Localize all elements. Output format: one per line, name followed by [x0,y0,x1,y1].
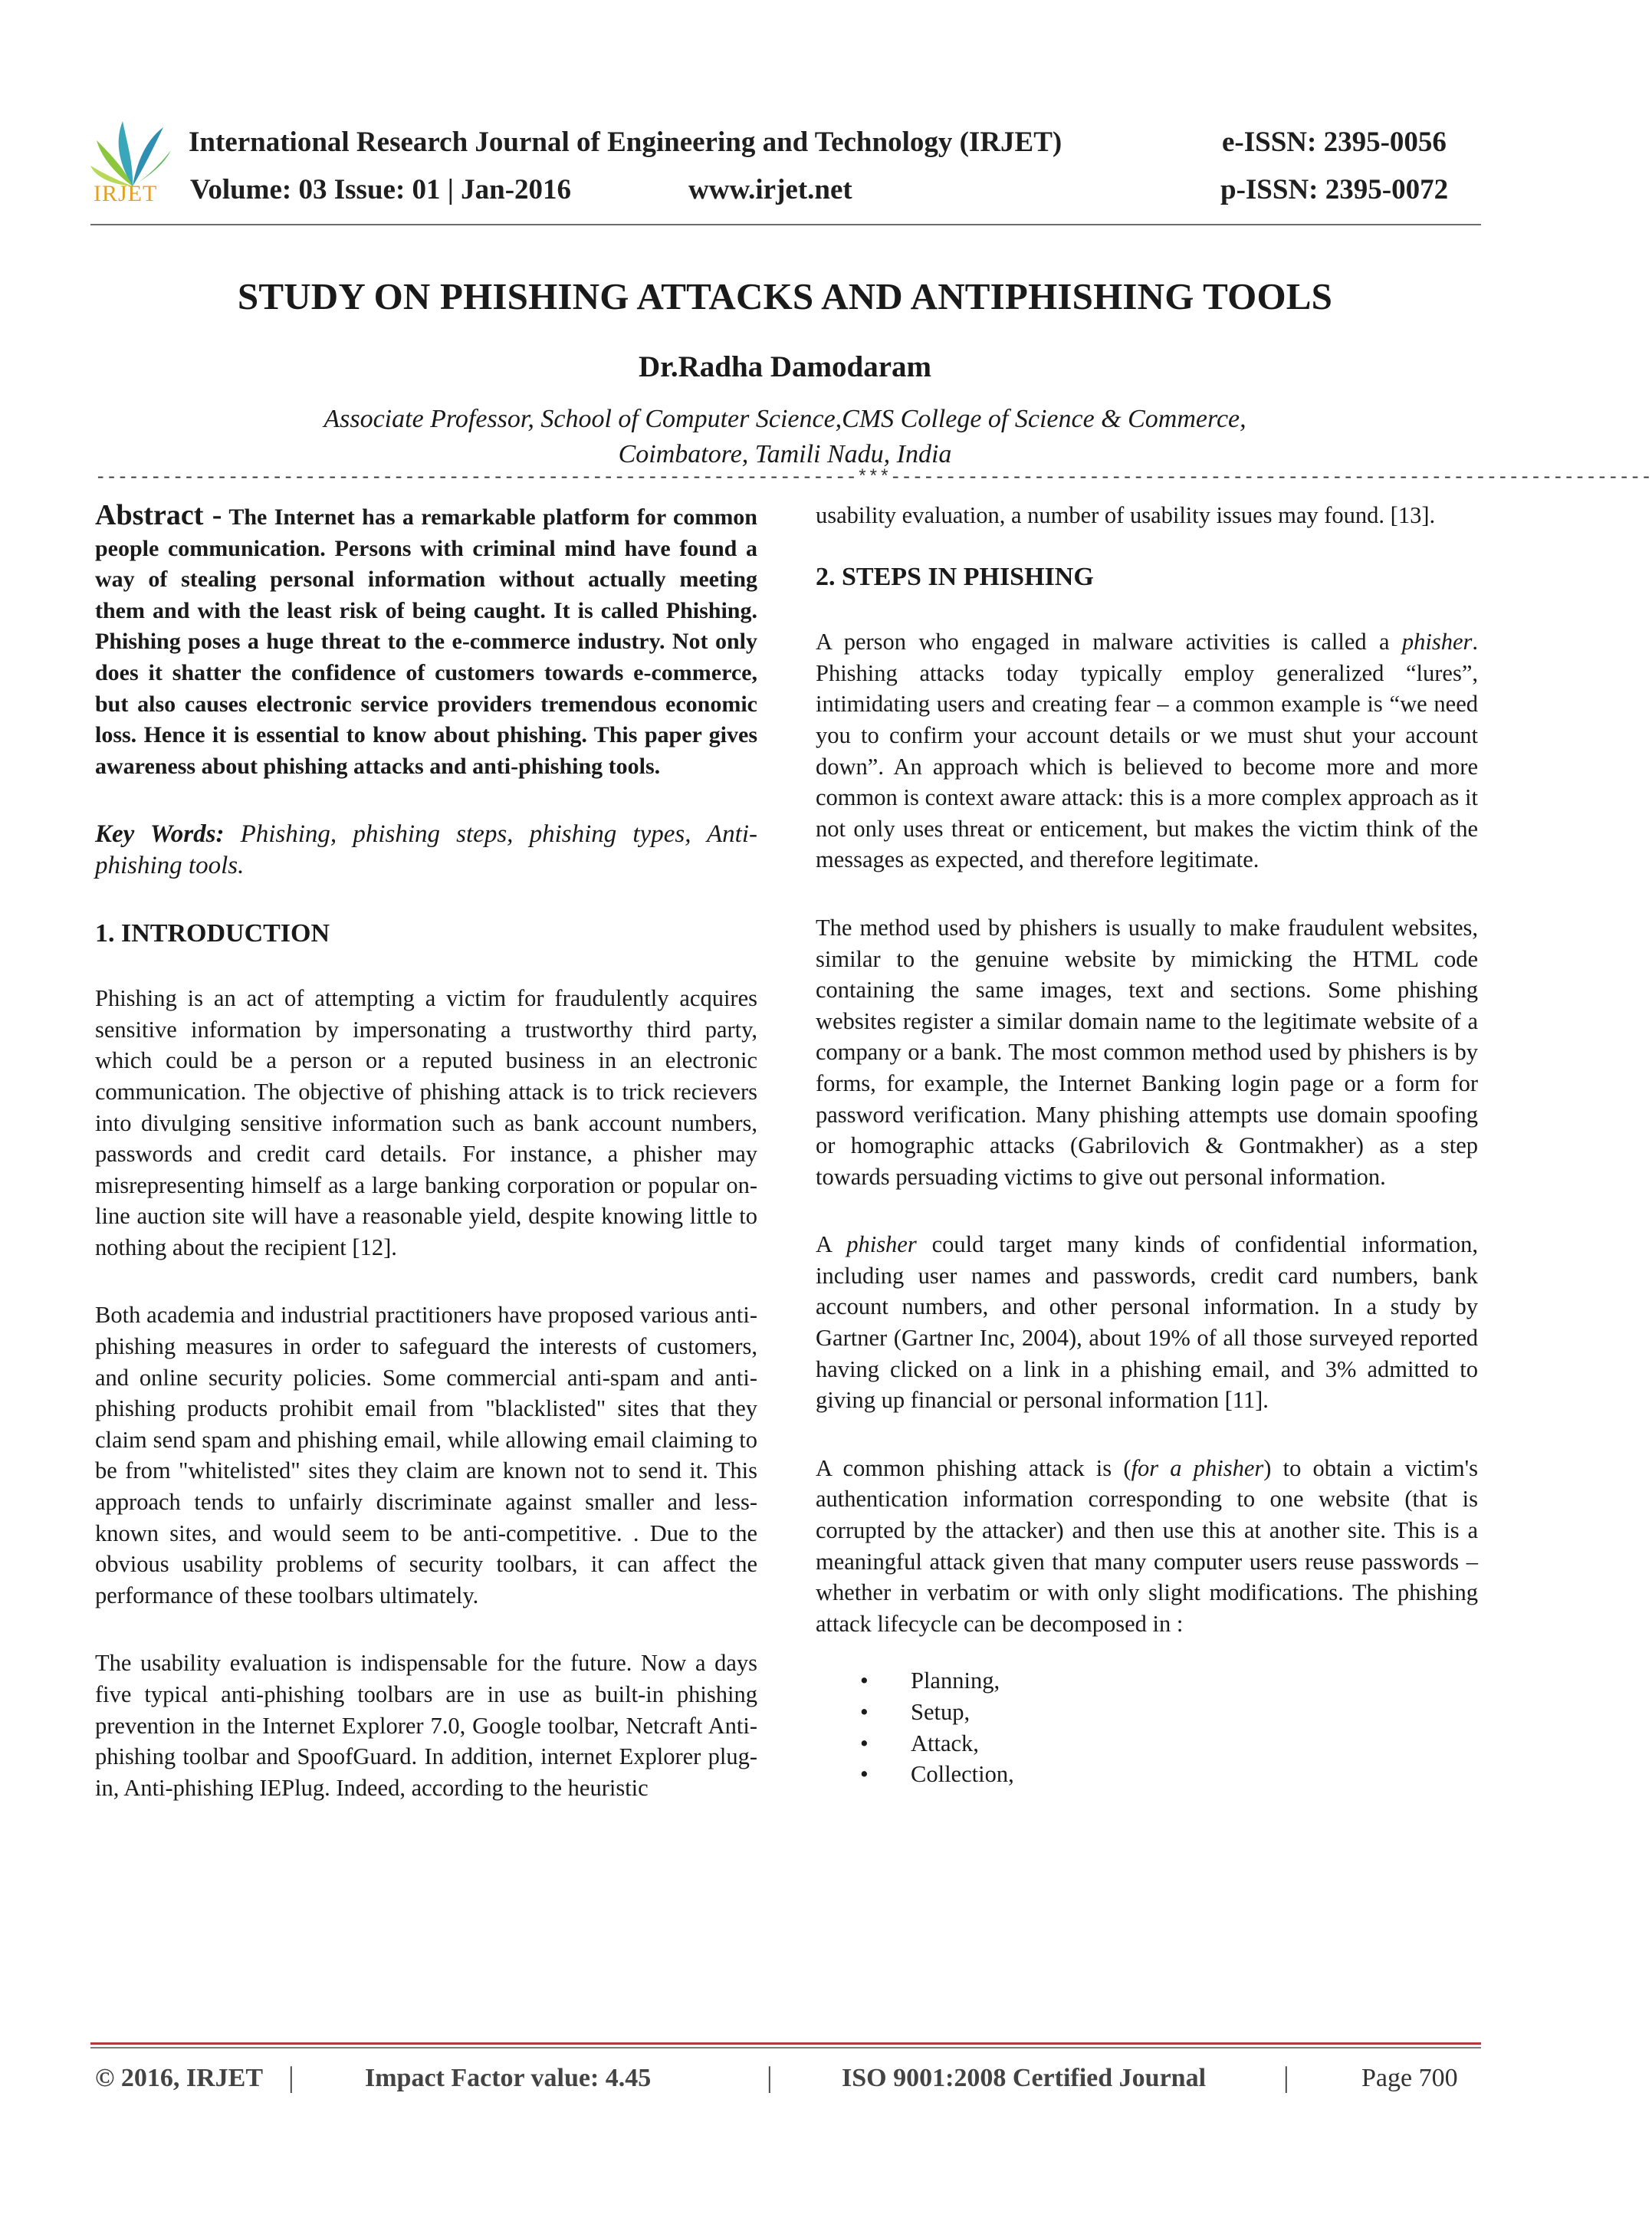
logo-text: IRJET [94,181,158,206]
lifecycle-list [816,1665,1478,1789]
steps-p3-text-b: could target many kinds of confidential information, including user names and passwords, credit card numbers, bank account numbers, and other personal information. In a study by Gartner (Gartner Inc, 2004), about 19% of all those surveyed reported having clicked on a link in a phishing email, and 3% admitted to giving up financial or personal information [11]. [816,1231,1479,1414]
abstract-label: Abstract - [95,499,222,531]
footer-divider: | [767,2062,773,2094]
steps-heading: 2. STEPS IN PHISHING [816,562,1094,591]
footer-copyright: © 2016, IRJET [95,2064,264,2092]
abstract [95,500,757,782]
steps-p4-text-a: A common phishing attack is ( [816,1454,1131,1481]
affiliation [0,402,1570,472]
irjet-logo [90,113,175,213]
e-issn: e-ISSN: 2395-0056 [1222,126,1447,158]
intro-heading: 1. INTRODUCTION [95,918,330,948]
steps-p4-em: for a phisher [1131,1454,1264,1481]
steps-p4-text-b: ) to obtain a victim's authentication information corresponding to one website (that is corrupted by the attacker) and then use this at another site. This is a meaningful attack given that many computer users reuse passwords – whether in verbatim or with only slight modifications. The phishing attack lifecycle can be decomposed in : [816,1454,1478,1637]
section-separator: ---------------------------------------------------------------------***--------------------------------------------------------------------- [95,468,1652,488]
header-rule [90,224,1481,225]
intro-paragraph-1: Phishing is an act of attempting a victim for fraudulently acquires sensitive information by impersonating a trustworthy third party, which could be a person or a reputed business in an electronic communication. The objective of phishing attack is to trick recievers into divulging sensitive information such as bank account numbers, passwords and credit card details. For instance, a phisher may misrepresenting himself as a large banking corporation or popular on-line auction site will have a reasonable yield, despite knowing little to nothing about the recipient [12]. [95,985,757,1260]
list-item: • Collection, [816,1759,1478,1790]
keywords-label: Key Words: [95,820,225,849]
steps-paragraph-2: The method used by phishers is usually to make fraudulent websites, similar to the genuine website by mimicking the HTML code containing the same images, text and sections. Some phishing websites register a similar domain name to the legitimate website of a company or a bank. The most common method used by phishers is by forms, for example, the Internet Banking login page or a form for password verification. Many phishing attempts use domain spoofing or homographic attacks (Gabrilovich & Gontmakher) as a step towards persuading victims to give out personal information. [816,914,1478,1190]
right-column [816,500,1478,1790]
author-name: Dr.Radha Damodaram [638,350,932,383]
intro-paragraph-3: The usability evaluation is indispensable for the future. Now a days five typical anti-phishing toolbars are in use as built-in phishing prevention in the Internet Explorer 7.0, Google toolbar, Netcraft Anti-phishing toolbar and SpoofGuard. In addition, internet Explorer plug-in, Anti-phishing IEPlug. Indeed, according to the heuristic [95,1650,757,1801]
footer-iso: ISO 9001:2008 Certified Journal [842,2064,1207,2092]
keywords [95,819,757,881]
steps-p3-em: phisher [846,1231,917,1258]
footer-impact-factor: Impact Factor value: 4.45 [365,2064,652,2092]
paper-title: STUDY ON PHISHING ATTACKS AND ANTIPHISHING TOOLS [237,275,1333,317]
list-item: • Planning, [816,1665,1478,1697]
steps-paragraph-3 [816,1229,1478,1416]
footer-page-number: Page 700 [1361,2064,1458,2092]
steps-paragraph-1 [816,626,1478,876]
list-item: • Setup, [816,1697,1478,1728]
journal-name: International Research Journal of Engineering and Technology (IRJET) [189,126,1062,158]
journal-website: www.irjet.net [688,174,852,205]
steps-p1-text-b: . Phishing attacks today typically employ generalized “lures”, intimidating users and creating fear – a common example is “we need you to confirm your account details or we must shut your account down”. An approach which is believed to become more and more common is context aware attack: this is a more complex approach as it not only uses threat or enticement, but makes the victim think of the messages as expected, and therefore legitimate. [816,629,1478,873]
affiliation-line-2: Coimbatore, Tamili Nadu, India [618,440,952,468]
p-issn: p-ISSN: 2395-0072 [1220,174,1449,205]
footer-rule-red [90,2042,1481,2045]
keywords-text: Phishing, phishing steps, phishing types, Anti-phishing tools. [95,820,758,879]
steps-paragraph-4 [816,1453,1478,1640]
affiliation-line-1: Associate Professor, School of Computer Science,CMS College of Science & Commerce, [324,405,1246,433]
intro-paragraph-2: Both academia and industrial practitioners have proposed various anti-phishing measures in order to safeguard the interests of customers, and online security policies. Some commercial anti-spam and anti-phishing products prohibit email from "blacklisted" sites that they claim send spam and phishing email, while allowing email claiming to be from "whitelisted" sites they claim are known not to send it. This approach tends to unfairly discriminate against smaller and less-known sites, and would seem to be anti-competitive. . Due to the obvious usability problems of security toolbars, it can affect the performance of these toolbars ultimately. [95,1302,757,1608]
footer-rule-gray [90,2047,1481,2049]
list-item: • Attack, [816,1728,1478,1759]
steps-p1-em: phisher [1401,629,1473,655]
left-column [95,500,757,1803]
footer-divider: | [1283,2062,1289,2094]
volume-issue: Volume: 03 Issue: 01 | Jan-2016 [190,174,572,205]
intro-paragraph-3-continued: usability evaluation, a number of usability issues may found. [13]. [816,502,1436,528]
steps-p3-text-a: A [816,1231,847,1258]
steps-p1-text-a: A person who engaged in malware activities is called a [816,629,1402,655]
footer-divider: | [288,2062,294,2094]
abstract-text: The Internet has a remarkable platform for common people communication. Persons with criminal mind have found a way of stealing personal information without actually meeting them and with the least risk of being caught. It is called Phishing. Phishing poses a huge threat to the e-commerce industry. Not only does it shatter the confidence of customers towards e-commerce, but also causes electronic service providers tremendous economic loss. Hence it is essential to know about phishing. This paper gives awareness about phishing attacks and anti-phishing tools. [95,504,757,779]
